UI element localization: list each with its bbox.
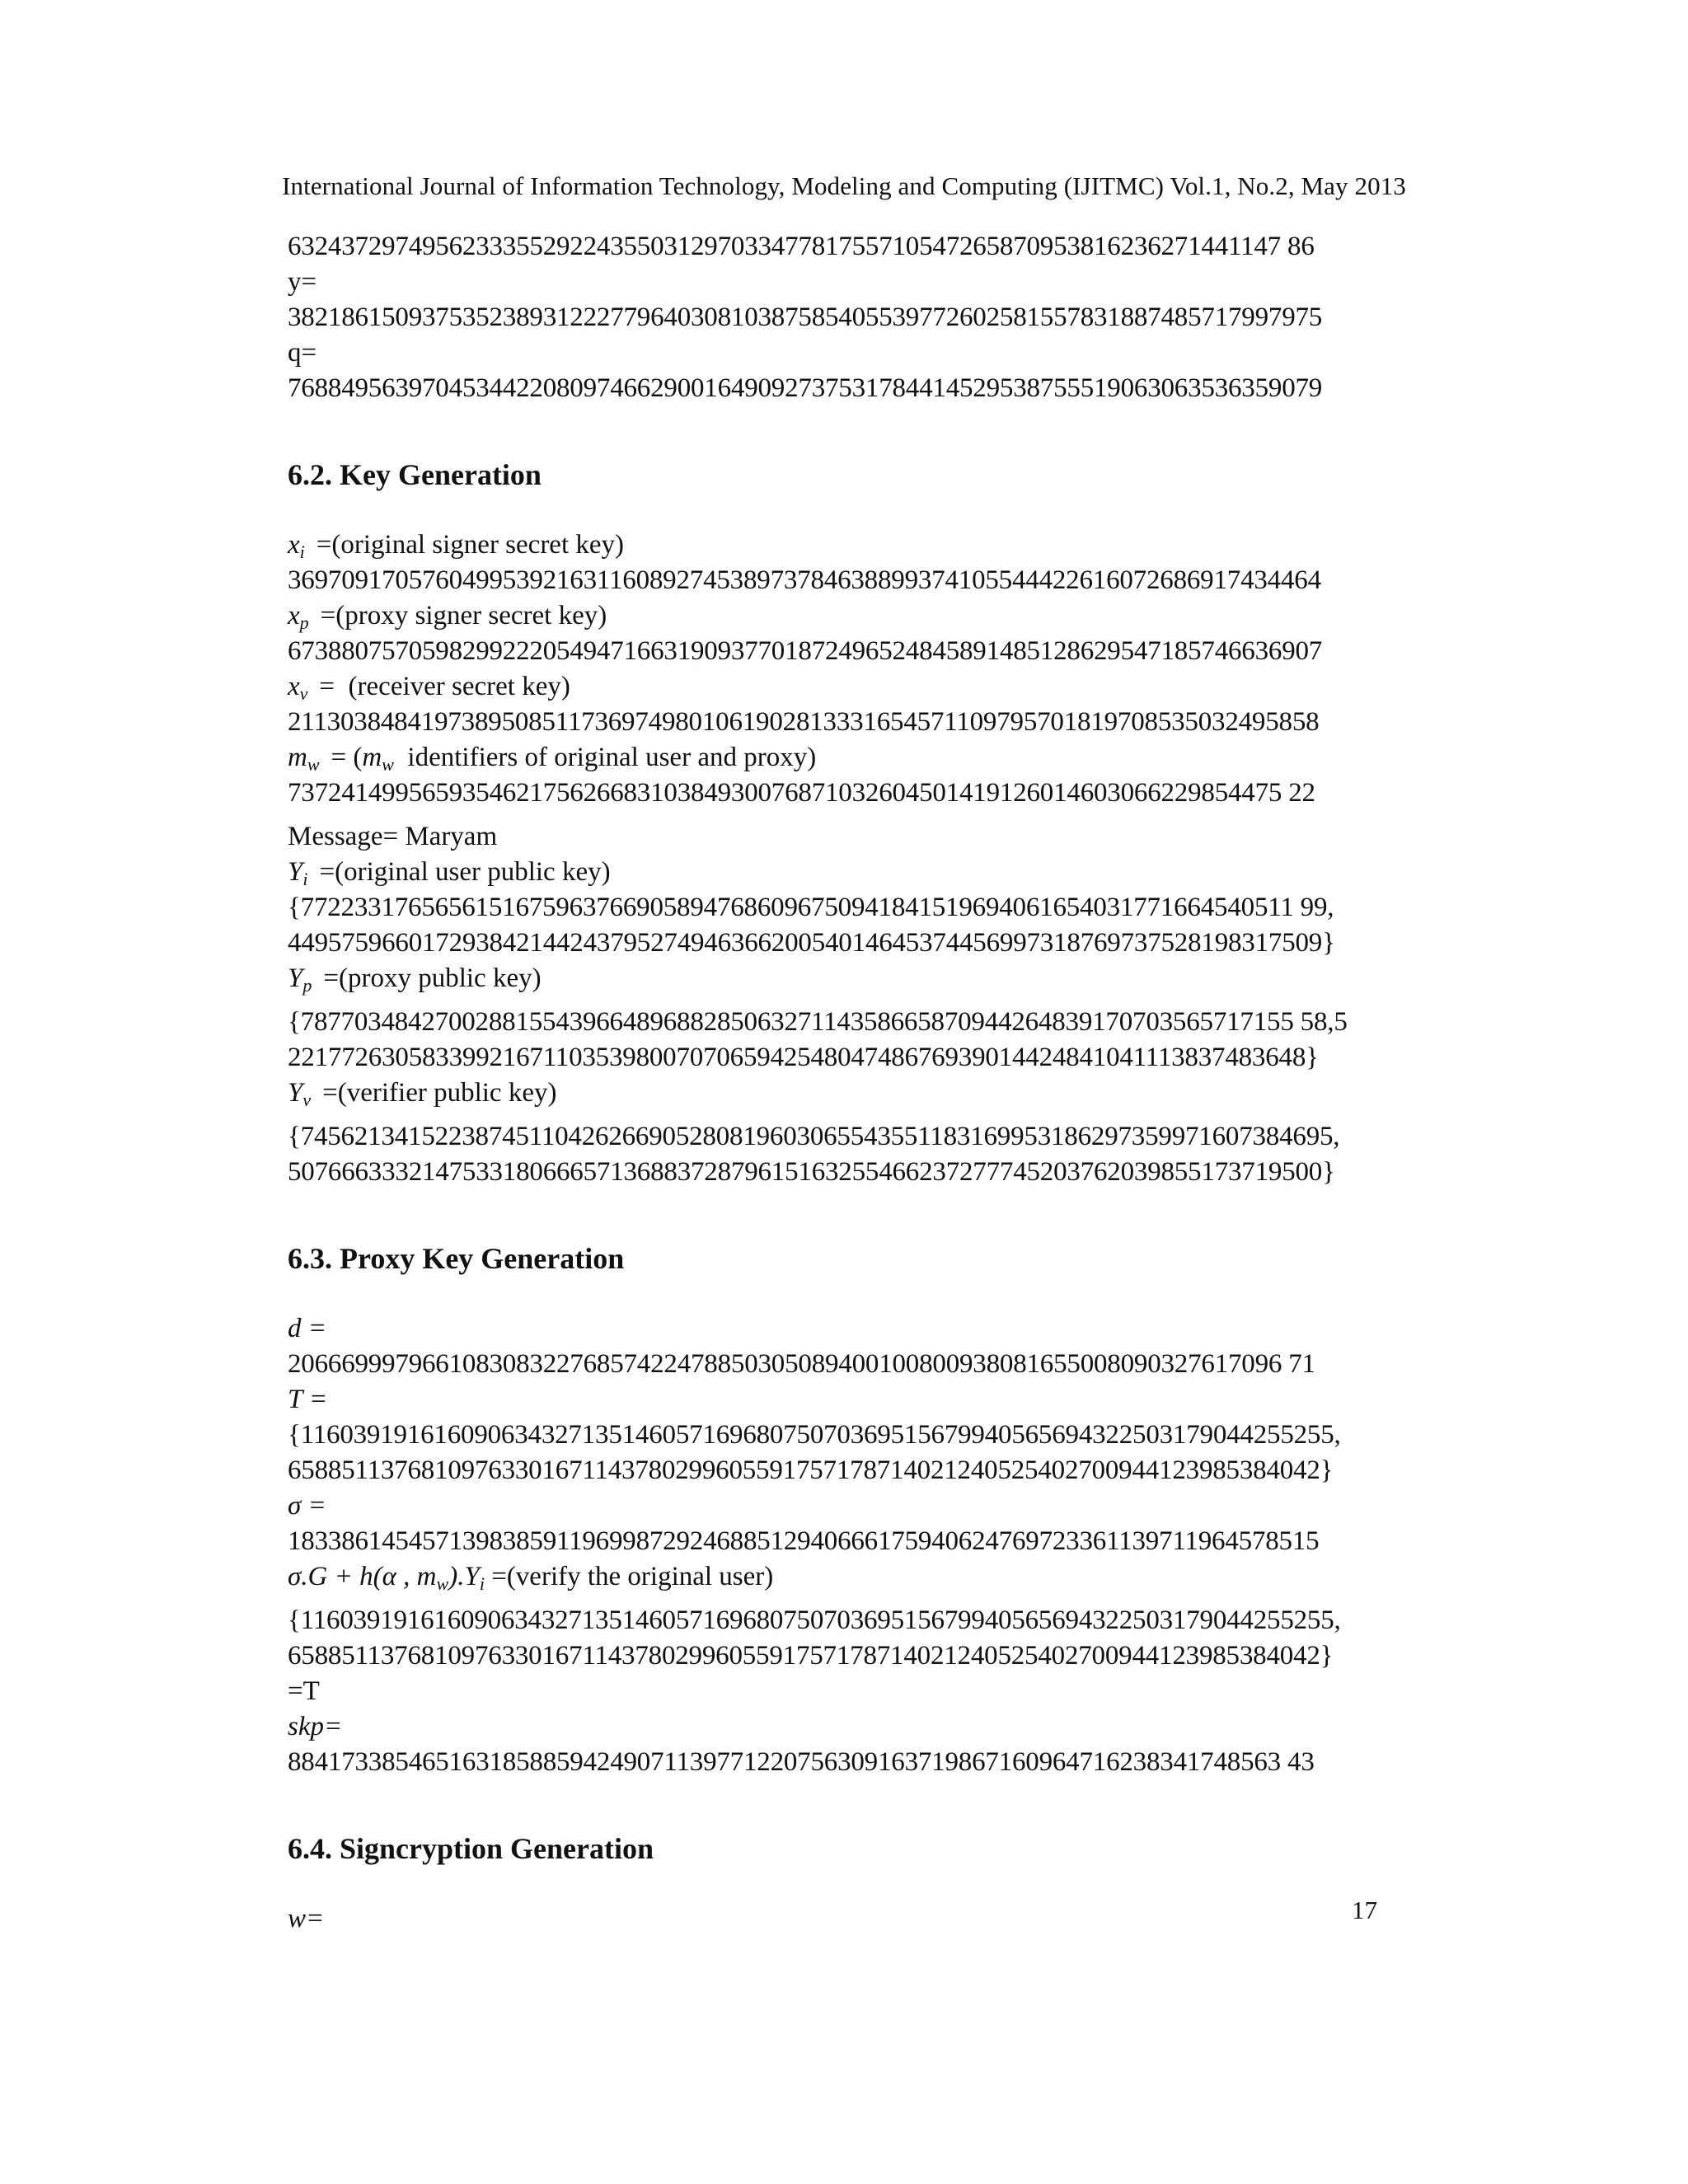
- T-value-1: {11603919161609063432713514605716968075070369515679940565694322503179044255255,: [288, 1420, 1341, 1450]
- sigma-value: 18338614545713983859119699872924688512940666175940624769723361139711964578515: [288, 1526, 1320, 1556]
- sigma-label: σ =: [288, 1491, 326, 1521]
- page-content: [288, 229, 1400, 1937]
- xi-line: $x_i$ =(original signer secret key): [288, 530, 625, 562]
- journal-header: International Journal of Information Technology, Modeling and Computing (IJITMC) Vol.1, No.2, May 2013: [282, 171, 1406, 200]
- Yi-line: $Y_i$ =(original user public key): [288, 857, 611, 889]
- xp-line: $x_p$ =(proxy signer secret key): [288, 601, 607, 633]
- d-label: d =: [288, 1314, 327, 1343]
- y-label: y=: [288, 267, 317, 297]
- w-label: w=: [288, 1904, 325, 1933]
- Yv-label: (verifier public key): [337, 1078, 557, 1108]
- Yp-line: $Y_p$ =(proxy public key): [288, 963, 542, 996]
- mw-symbol-inner: $m_w$: [362, 743, 394, 775]
- section-heading-6-2: 6.2. Key Generation: [288, 458, 542, 491]
- mw-label: identifiers of original user and proxy): [407, 743, 817, 772]
- q-value: 76884956397045344220809746629001649092737531784414529538755519063063536359079: [288, 373, 1323, 403]
- mw-value: 73724149956593546217562668310384930076871032604501419126014603066229854475 22: [288, 778, 1315, 808]
- Yi-value-1: {77223317656561516759637669058947686096750941841519694061654031771664540511 99,: [288, 893, 1334, 922]
- verify-label: (verify the original user): [506, 1562, 774, 1591]
- T-value-2: 65885113768109763301671143780299605591757178714021240525402700944123985384042}: [288, 1455, 1334, 1485]
- Yp-value-1: {78770348427002881554396648968828506327114358665870944264839170703565717155 58,5: [288, 1007, 1348, 1037]
- Yp-symbol: $Y_p$: [288, 963, 312, 996]
- Yp-value-2: 2217726305833992167110353980070706594254804748676939014424841041113837483648}: [288, 1043, 1319, 1072]
- Yv-symbol: $Y_v$: [288, 1078, 312, 1110]
- q-label: q=: [288, 338, 317, 368]
- verify-value-1: {11603919161609063432713514605716968075070369515679940565694322503179044255255,: [288, 1605, 1341, 1635]
- xi-value: 36970917057604995392163116089274538973784638899374105544422616072686917434464: [288, 565, 1321, 595]
- verify-line: σ.G + h(α , $m_w).Y_i$ =(verify the original user): [288, 1562, 774, 1594]
- xv-label: (receiver secret key): [348, 672, 570, 701]
- Yi-symbol: $Y_i$: [288, 857, 308, 889]
- mw-symbol: $m_w$: [288, 743, 320, 775]
- xv-symbol: $x_v$: [288, 672, 308, 704]
- mw-line: $m_w = (m_w$ identifiers of original user and proxy): [288, 743, 817, 775]
- verify-formula: σ.G + h(α , $m_w).Y_i$: [288, 1562, 485, 1594]
- xi-symbol: $x_i$: [288, 530, 305, 562]
- xv-value: 21130384841973895085117369749801061902813331654571109795701819708535032495858: [288, 707, 1320, 737]
- Yp-label: (proxy public key): [338, 963, 542, 993]
- verify-value-2: 65885113768109763301671143780299605591757178714021240525402700944123985384042}: [288, 1641, 1334, 1671]
- section-heading-6-3: 6.3. Proxy Key Generation: [288, 1242, 625, 1275]
- T-label: T =: [288, 1385, 328, 1414]
- Yv-line: $Y_v$ =(verifier public key): [288, 1078, 557, 1110]
- value-line: 63243729749562333552922435503129703347781755710547265870953816236271441147 86: [288, 232, 1315, 261]
- xv-line: $x_v$ = (receiver secret key): [288, 672, 570, 704]
- section-heading-6-4: 6.4. Signcryption Generation: [288, 1832, 654, 1865]
- xi-label: (original signer secret key): [331, 530, 625, 560]
- skp-value: 88417338546516318588594249071139771220756309163719867160964716238341748563 43: [288, 1747, 1315, 1777]
- message-line: Message= Maryam: [288, 822, 498, 851]
- Yi-label: (original user public key): [335, 857, 611, 887]
- Yv-value-1: {74562134152238745110426266905280819603065543551183169953186297359971607384695,: [288, 1122, 1340, 1151]
- Yv-value-2: 50766633321475331806665713688372879615163255466237277745203762039855173719500}: [288, 1157, 1335, 1187]
- y-value: 38218615093753523893122277964030810387585405539772602581557831887485717997975: [288, 302, 1323, 332]
- xp-label: (proxy signer secret key): [335, 601, 607, 630]
- page-number: 17: [1352, 1896, 1377, 1924]
- Yi-value-2: 44957596601729384214424379527494636620054014645374456997318769737528198317509}: [288, 928, 1335, 958]
- xp-value: 67388075705982992220549471663190937701872496524845891485128629547185746636907: [288, 636, 1323, 666]
- xp-symbol: $x_p$: [288, 601, 309, 633]
- skp-label: skp=: [288, 1712, 343, 1741]
- equals-T: =T: [288, 1676, 320, 1706]
- d-value: 20666999796610830832276857422478850305089400100800938081655008090327617096 71: [288, 1349, 1315, 1379]
